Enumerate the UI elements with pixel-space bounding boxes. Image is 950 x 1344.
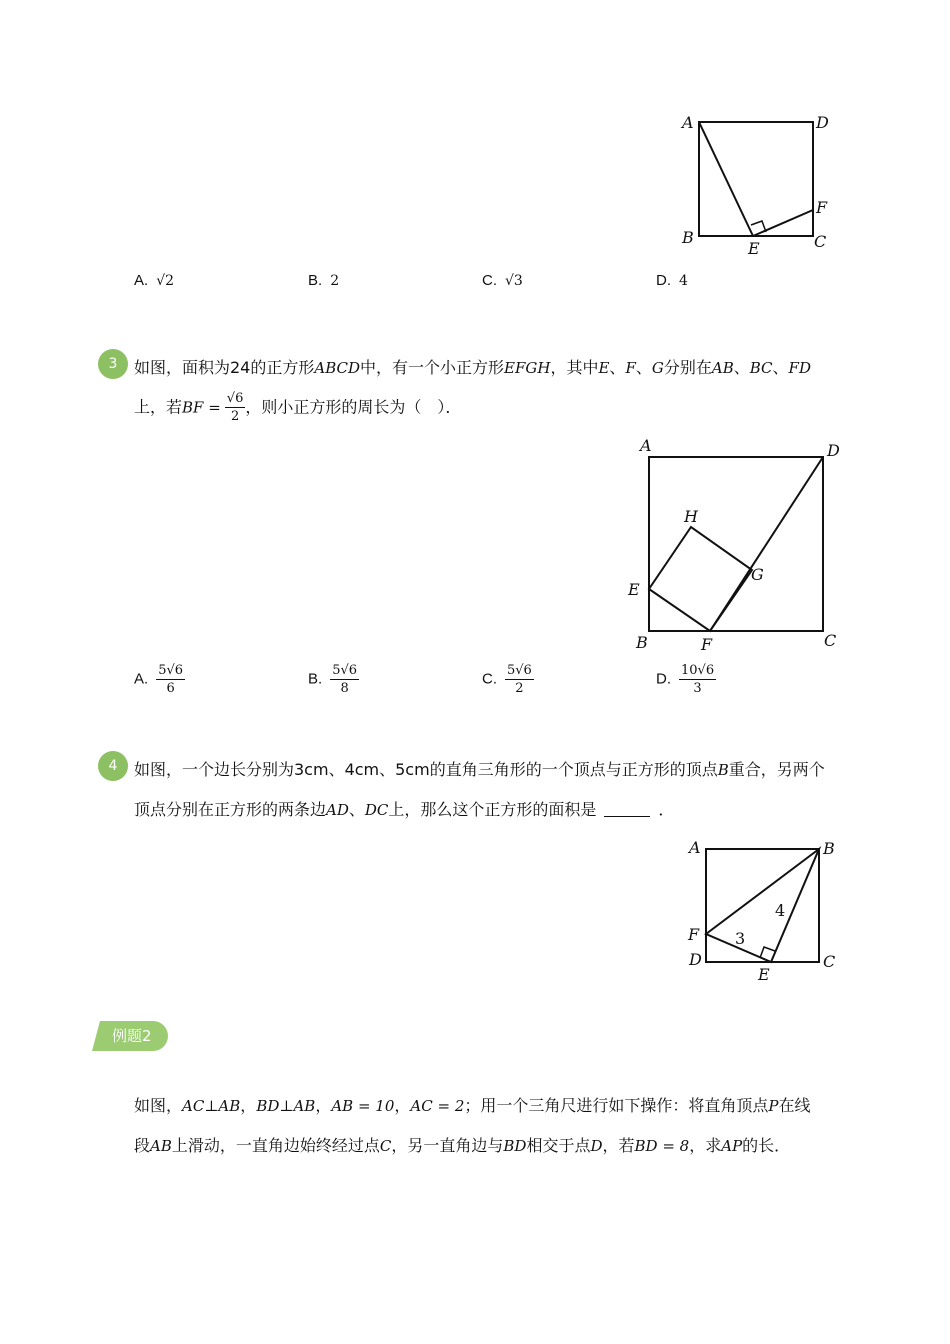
text-run: AC⊥AB (182, 1097, 241, 1115)
text-run: BC (749, 359, 773, 377)
text-run: BD⊥AB (256, 1097, 316, 1115)
example-2-tag-notch (92, 1021, 100, 1051)
text-run: 段 (134, 1136, 151, 1155)
text-run: C (379, 1137, 392, 1155)
question-3-badge: 3 (98, 349, 128, 379)
text-run: 、 (635, 358, 652, 377)
text-run: AP (721, 1137, 743, 1155)
text-run: 3 (693, 681, 702, 696)
text-run: 重合，另两个 (728, 760, 825, 779)
q3-label-e: E (628, 580, 640, 599)
q4-label-d: D (689, 950, 702, 969)
q3-label-g: G (751, 565, 764, 584)
q4-label-a: A (689, 838, 701, 857)
text-run: ，若 (602, 1136, 635, 1155)
text-run: AB = 10 (331, 1097, 395, 1115)
q3-option-b (308, 662, 359, 697)
text-run: 6 (166, 681, 175, 696)
example-2-text-line-1 (134, 1096, 811, 1116)
text-run: C. (482, 670, 497, 688)
text-run: G (651, 359, 664, 377)
text-run: B (717, 761, 729, 779)
text-run: ． (658, 800, 675, 819)
q2-option-b (308, 270, 339, 291)
text-run: ；用一个三角尺进行如下操作：将直角顶点 (464, 1096, 769, 1115)
text-run: 上，那么这个正方形的面积是 (388, 800, 597, 819)
text-run: 、 (733, 358, 750, 377)
q3-option-d (656, 662, 716, 697)
text-run: ，另一直角边与 (391, 1136, 504, 1155)
fig1-label-a: A (682, 113, 694, 132)
text-run: ， (394, 1096, 411, 1115)
text-run: 顶点分别在正方形的两条边 (134, 800, 327, 819)
text-run: 如图，一个边长分别为3cm、4cm、5cm的直角三角形的一个顶点与正方形的顶点 (134, 760, 718, 779)
q4-triangle (706, 849, 819, 962)
text-run: 10√6 (681, 663, 715, 678)
q3-big-square (649, 457, 823, 631)
question-4-text-line-2 (134, 800, 674, 820)
fig1-label-c: C (814, 232, 827, 251)
figure-q3 (620, 432, 850, 662)
text-run: D. (656, 670, 671, 688)
text-run: ， (240, 1096, 257, 1115)
text-run: E (598, 359, 610, 377)
q3-label-h: H (684, 507, 698, 526)
text-run: 上，若 (134, 397, 183, 417)
text-run: B. (308, 670, 323, 688)
text-run: BD (503, 1137, 527, 1155)
q4-square (706, 849, 819, 962)
text-run: 5√6 (158, 663, 184, 678)
q3-small-square (649, 527, 752, 631)
example-2-text-line-2 (134, 1136, 790, 1156)
text-run: 2 (515, 681, 524, 696)
text-run: 的长． (742, 1136, 791, 1155)
fig1-label-b: B (682, 228, 694, 247)
q4-side-4: 4 (775, 901, 786, 920)
q3-label-b: B (636, 633, 648, 652)
text-run: 2 (330, 273, 340, 289)
q4-label-b: B (823, 839, 835, 858)
q3-label-c: C (824, 631, 837, 650)
q4-label-e: E (758, 965, 770, 984)
text-run: 相交于点 (526, 1136, 591, 1155)
text-run: BD = 8 (634, 1137, 690, 1155)
text-run: D (590, 1137, 603, 1155)
text-run: F (625, 359, 636, 377)
q4-label-f: F (688, 925, 700, 944)
text-run: EFGH (504, 359, 551, 377)
text-run: AC = 2 (410, 1097, 465, 1115)
text-run: AD (326, 801, 349, 819)
text-run: B. (308, 272, 323, 289)
q2-option-c (482, 270, 523, 291)
text-run: AB (711, 359, 734, 377)
q2-option-a (134, 270, 174, 291)
text-run: AB (150, 1137, 172, 1155)
text-run: BF = (182, 398, 221, 417)
text-run: 5√6 (332, 663, 358, 678)
text-run: 如图，面积为24的正方形 (134, 358, 315, 377)
question-3-text-line-2 (134, 390, 461, 425)
text-run: 8 (340, 681, 349, 696)
text-run: 、 (609, 358, 626, 377)
text-run: ABCD (314, 359, 361, 377)
fig1-label-f: F (816, 198, 828, 217)
q4-label-c: C (823, 952, 836, 971)
text-run: ， (315, 1096, 332, 1115)
text-run: C. (482, 272, 497, 289)
text-run: ，其中 (550, 358, 599, 377)
answer-blank[interactable] (604, 816, 650, 817)
figure-1 (670, 105, 850, 265)
text-run: 上滑动，一直角边始终经过点 (171, 1136, 380, 1155)
text-run: FD (788, 359, 811, 377)
fig1-label-e: E (748, 239, 760, 258)
text-run: DC (364, 801, 389, 819)
text-run: 分别在 (663, 358, 712, 377)
q4-side-3: 3 (735, 929, 746, 948)
question-4-text-line-1 (134, 760, 825, 780)
text-run: P (768, 1097, 779, 1115)
q3-option-c (482, 662, 534, 697)
text-run: √2 (156, 273, 175, 289)
text-run: √3 (505, 273, 523, 289)
text-run: 2 (230, 409, 240, 424)
text-run: 、 (348, 800, 365, 819)
q3-option-a (134, 662, 185, 697)
text-run: 在线 (778, 1096, 811, 1115)
fig1-label-d: D (816, 113, 829, 132)
text-run: A. (134, 272, 149, 289)
text-run: ，则小正方形的周长为（ ）． (245, 397, 462, 417)
text-run: ，求 (689, 1136, 722, 1155)
q3-label-f: F (701, 635, 713, 654)
fig1-segment-ae (699, 122, 753, 236)
example-2-tag: 例题2 (92, 1021, 168, 1051)
question-3-text-line-1 (134, 358, 811, 378)
text-run: 4 (679, 273, 688, 289)
text-run: 中，有一个小正方形 (360, 358, 505, 377)
text-run: 5√6 (507, 663, 532, 678)
q2-option-d (656, 270, 688, 291)
text-run: D. (656, 272, 671, 289)
q3-label-d: D (827, 441, 840, 460)
text-run: A. (134, 670, 149, 688)
text-run: √6 (226, 391, 244, 406)
figure-q4 (680, 832, 850, 992)
question-4-badge: 4 (98, 751, 128, 781)
text-run: 如图， (134, 1096, 183, 1115)
fig1-square (699, 122, 813, 236)
q3-label-a: A (640, 436, 652, 455)
text-run: 、 (772, 358, 789, 377)
